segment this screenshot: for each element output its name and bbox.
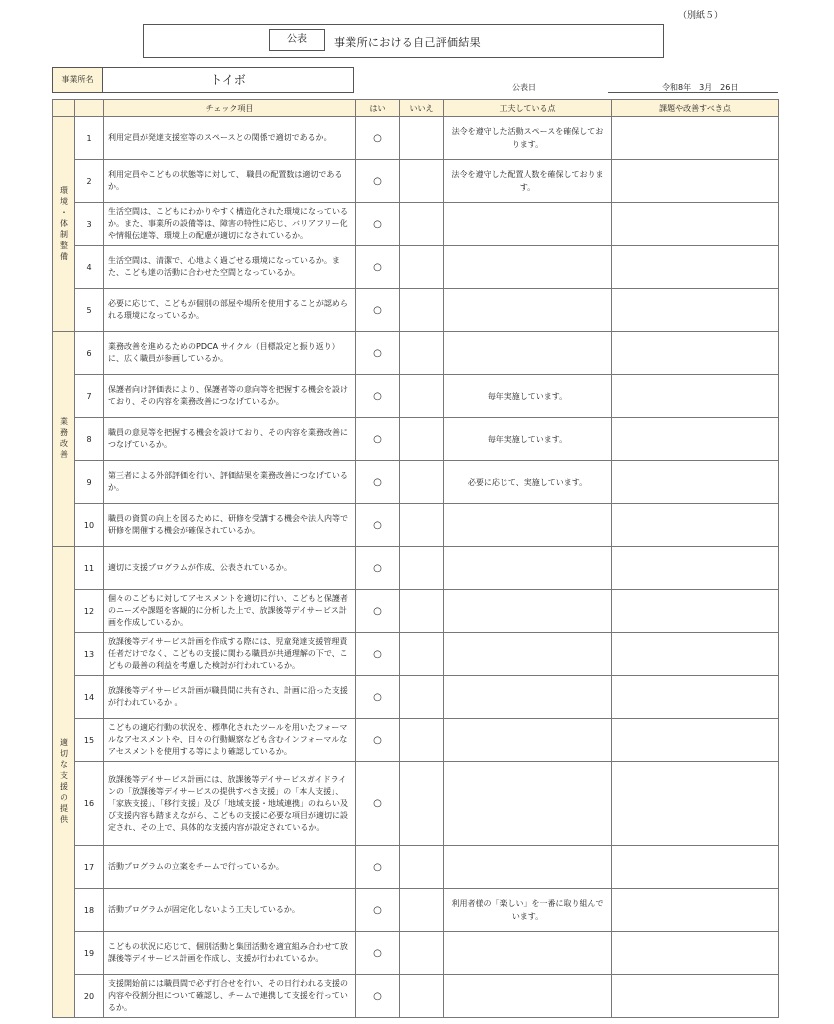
row-number: 7 — [75, 375, 104, 418]
yes-mark: ○ — [356, 889, 400, 932]
row-number: 20 — [75, 975, 104, 1018]
yes-mark: ○ — [356, 547, 400, 590]
row-number: 14 — [75, 676, 104, 719]
annex-label: （別紙５） — [678, 11, 724, 21]
no-mark — [400, 504, 444, 547]
issue-text — [612, 418, 779, 461]
check-item-text: 活動プログラムの立案をチームで行っているか。 — [104, 846, 356, 889]
effort-text — [444, 975, 612, 1018]
check-item-text: 支援開始前には職員間で必ず打合せを行い、その日行われる支援の内容や役割分担について確認し、チームで連携して支援を行っているか。 — [104, 975, 356, 1018]
row-number: 6 — [75, 332, 104, 375]
no-mark — [400, 547, 444, 590]
no-mark — [400, 975, 444, 1018]
issue-text — [612, 504, 779, 547]
no-mark — [400, 676, 444, 719]
yes-mark: ○ — [356, 332, 400, 375]
issue-text — [612, 246, 779, 289]
row-number: 17 — [75, 846, 104, 889]
table-row — [53, 762, 779, 846]
yes-mark: ○ — [356, 418, 400, 461]
check-item-text: こどもの適応行動の状況を、標準化されたツールを用いたフォーマルなアセスメントや、日々の行動観察なども含むインフォーマルなアセスメントを使用する等により確認しているか。 — [104, 719, 356, 762]
yes-mark: ○ — [356, 762, 400, 846]
issue-text — [612, 117, 779, 160]
page-title: 事業所における自己評価結果 — [334, 36, 481, 49]
effort-text — [444, 547, 612, 590]
table-row — [53, 504, 779, 547]
publish-date-value: 令和8年 3月 26日 — [662, 83, 739, 92]
check-item-text: 個々のこどもに対してアセスメントを適切に行い、こどもと保護者のニーズや課題を客観的に分析した上で、放課後等デイサービス計画を作成しているか。 — [104, 590, 356, 633]
yes-mark: ○ — [356, 117, 400, 160]
row-number: 12 — [75, 590, 104, 633]
table-row — [53, 203, 779, 246]
yes-mark: ○ — [356, 246, 400, 289]
issue-text — [612, 676, 779, 719]
no-mark — [400, 719, 444, 762]
yes-mark: ○ — [356, 590, 400, 633]
no-mark — [400, 762, 444, 846]
issue-text — [612, 332, 779, 375]
header-category-cell — [53, 100, 75, 117]
effort-text: 法令を遵守した活動スペースを確保しております。 — [444, 117, 612, 160]
issue-text — [612, 203, 779, 246]
effort-text: 毎年実施しています。 — [444, 375, 612, 418]
yes-mark: ○ — [356, 375, 400, 418]
row-number: 2 — [75, 160, 104, 203]
yes-mark: ○ — [356, 719, 400, 762]
no-mark — [400, 590, 444, 633]
effort-text — [444, 289, 612, 332]
effort-text — [444, 633, 612, 676]
yes-mark: ○ — [356, 975, 400, 1018]
check-item-text: 活動プログラムが固定化しないよう工夫しているか。 — [104, 889, 356, 932]
no-mark — [400, 246, 444, 289]
table-row — [53, 932, 779, 975]
effort-text — [444, 719, 612, 762]
row-number: 19 — [75, 932, 104, 975]
issue-text — [612, 719, 779, 762]
yes-mark: ○ — [356, 633, 400, 676]
evaluation-table — [52, 99, 779, 1018]
effort-text — [444, 932, 612, 975]
category-appropriate-support: 適切な支援の提供 — [53, 547, 75, 1018]
effort-text — [444, 246, 612, 289]
row-number: 5 — [75, 289, 104, 332]
yes-mark: ○ — [356, 932, 400, 975]
office-name-value: トイボ — [103, 67, 354, 93]
table-row — [53, 418, 779, 461]
yes-mark: ○ — [356, 289, 400, 332]
effort-text — [444, 762, 612, 846]
issue-text — [612, 846, 779, 889]
table-row — [53, 289, 779, 332]
table-row — [53, 676, 779, 719]
table-row — [53, 719, 779, 762]
effort-text — [444, 504, 612, 547]
header-issues: 課題や改善すべき点 — [612, 100, 779, 117]
header-yes: はい — [356, 100, 400, 117]
issue-text — [612, 762, 779, 846]
no-mark — [400, 889, 444, 932]
effort-text: 利用者様の「楽しい」を一番に取り組んでいます。 — [444, 889, 612, 932]
header-check-item: チェック項目 — [104, 100, 356, 117]
public-tag: 公表 — [269, 29, 325, 51]
yes-mark: ○ — [356, 203, 400, 246]
table-row — [53, 590, 779, 633]
row-number: 3 — [75, 203, 104, 246]
issue-text — [612, 160, 779, 203]
yes-mark: ○ — [356, 504, 400, 547]
issue-text — [612, 590, 779, 633]
check-item-text: こどもの状況に応じて、個別活動と集団活動を適宜組み合わせて放課後等デイサービス計画を作成し、支援が行われているか。 — [104, 932, 356, 975]
issue-text — [612, 932, 779, 975]
issue-text — [612, 633, 779, 676]
yes-mark: ○ — [356, 160, 400, 203]
check-item-text: 放課後等デイサービス計画には、放課後等デイサービスガイドラインの「放課後等デイサービスの提供すべき支援」の「本人支援」、「家族支援」、「移行支援」及び「地域支援・地域連携」のねらい及び支援内容も踏まえながら、こどもの支援に必要な項目が適切に設定され、その上で、具体的な支援内容が設定されているか。 — [104, 762, 356, 846]
title-box — [143, 24, 664, 58]
check-item-text: 利用定員が発達支援室等のスペースとの関係で適切であるか。 — [104, 117, 356, 160]
row-number: 11 — [75, 547, 104, 590]
row-number: 18 — [75, 889, 104, 932]
no-mark — [400, 461, 444, 504]
table-row — [53, 332, 779, 375]
check-item-text: 保護者向け評価表により、保護者等の意向等を把握する機会を設けており、その内容を業務改善につなげているか。 — [104, 375, 356, 418]
check-item-text: 必要に応じて、こどもが個別の部屋や場所を使用することが認められる環境になっているか。 — [104, 289, 356, 332]
issue-text — [612, 975, 779, 1018]
row-number: 4 — [75, 246, 104, 289]
no-mark — [400, 932, 444, 975]
issue-text — [612, 289, 779, 332]
table-row — [53, 846, 779, 889]
no-mark — [400, 846, 444, 889]
table-row — [53, 633, 779, 676]
no-mark — [400, 203, 444, 246]
table-row — [53, 246, 779, 289]
issue-text — [612, 547, 779, 590]
header-number-cell — [75, 100, 104, 117]
check-item-text: 放課後等デイサービス計画を作成する際には、児童発達支援管理責任者だけでなく、こどもの支援に関わる職員が共通理解の下で、こどもの最善の利益を考慮した検討が行われているか。 — [104, 633, 356, 676]
check-item-text: 業務改善を進めるためのPDCA サイクル（目標設定と振り返り）に、広く職員が参画しているか。 — [104, 332, 356, 375]
row-number: 1 — [75, 117, 104, 160]
row-number: 9 — [75, 461, 104, 504]
issue-text — [612, 889, 779, 932]
check-item-text: 職員の意見等を把握する機会を設けており、その内容を業務改善につなげているか。 — [104, 418, 356, 461]
issue-text — [612, 461, 779, 504]
header-efforts: 工夫している点 — [444, 100, 612, 117]
check-item-text: 適切に支援プログラムが作成、公表されているか。 — [104, 547, 356, 590]
no-mark — [400, 160, 444, 203]
row-number: 8 — [75, 418, 104, 461]
check-item-text: 生活空間は、清潔で、心地よく過ごせる環境になっているか。また、こども達の活動に合わせた空間となっているか。 — [104, 246, 356, 289]
effort-text — [444, 332, 612, 375]
date-underline — [608, 92, 778, 93]
table-row — [53, 889, 779, 932]
effort-text: 毎年実施しています。 — [444, 418, 612, 461]
row-number: 16 — [75, 762, 104, 846]
table-row — [53, 160, 779, 203]
category-business-improvement: 業務改善 — [53, 332, 75, 547]
office-name-label: 事業所名 — [52, 67, 103, 93]
publish-date-label: 公表日 — [512, 83, 536, 92]
table-row — [53, 975, 779, 1018]
no-mark — [400, 633, 444, 676]
row-number: 15 — [75, 719, 104, 762]
table-row — [53, 117, 779, 160]
no-mark — [400, 418, 444, 461]
row-number: 13 — [75, 633, 104, 676]
yes-mark: ○ — [356, 461, 400, 504]
row-number: 10 — [75, 504, 104, 547]
no-mark — [400, 332, 444, 375]
effort-text: 必要に応じて、実施しています。 — [444, 461, 612, 504]
header-no: いいえ — [400, 100, 444, 117]
no-mark — [400, 375, 444, 418]
check-item-text: 利用定員やこどもの状態等に対して、 職員の配置数は適切であるか。 — [104, 160, 356, 203]
yes-mark: ○ — [356, 676, 400, 719]
table-row — [53, 461, 779, 504]
table-row — [53, 547, 779, 590]
check-item-text: 職員の資質の向上を図るために、研修を受講する機会や法人内等で研修を開催する機会が確保されているか。 — [104, 504, 356, 547]
effort-text — [444, 590, 612, 633]
table-row — [53, 375, 779, 418]
check-item-text: 生活空間は、こどもにわかりやすく構造化された環境になっているか。また、事業所の設備等は、障害の特性に応じ、バリアフリー化や情報伝達等、環境上の配慮が適切になされているか。 — [104, 203, 356, 246]
effort-text — [444, 846, 612, 889]
check-item-text: 第三者による外部評価を行い、評価結果を業務改善につなげているか。 — [104, 461, 356, 504]
no-mark — [400, 117, 444, 160]
effort-text — [444, 203, 612, 246]
category-environment: 環境・体制整備 — [53, 117, 75, 332]
check-item-text: 放課後等デイサービス計画が職員間に共有され、計画に沿った支援が行われているか 。 — [104, 676, 356, 719]
table-header-row — [53, 100, 779, 117]
effort-text — [444, 676, 612, 719]
effort-text: 法令を遵守した配置人数を確保しております。 — [444, 160, 612, 203]
no-mark — [400, 289, 444, 332]
yes-mark: ○ — [356, 846, 400, 889]
issue-text — [612, 375, 779, 418]
